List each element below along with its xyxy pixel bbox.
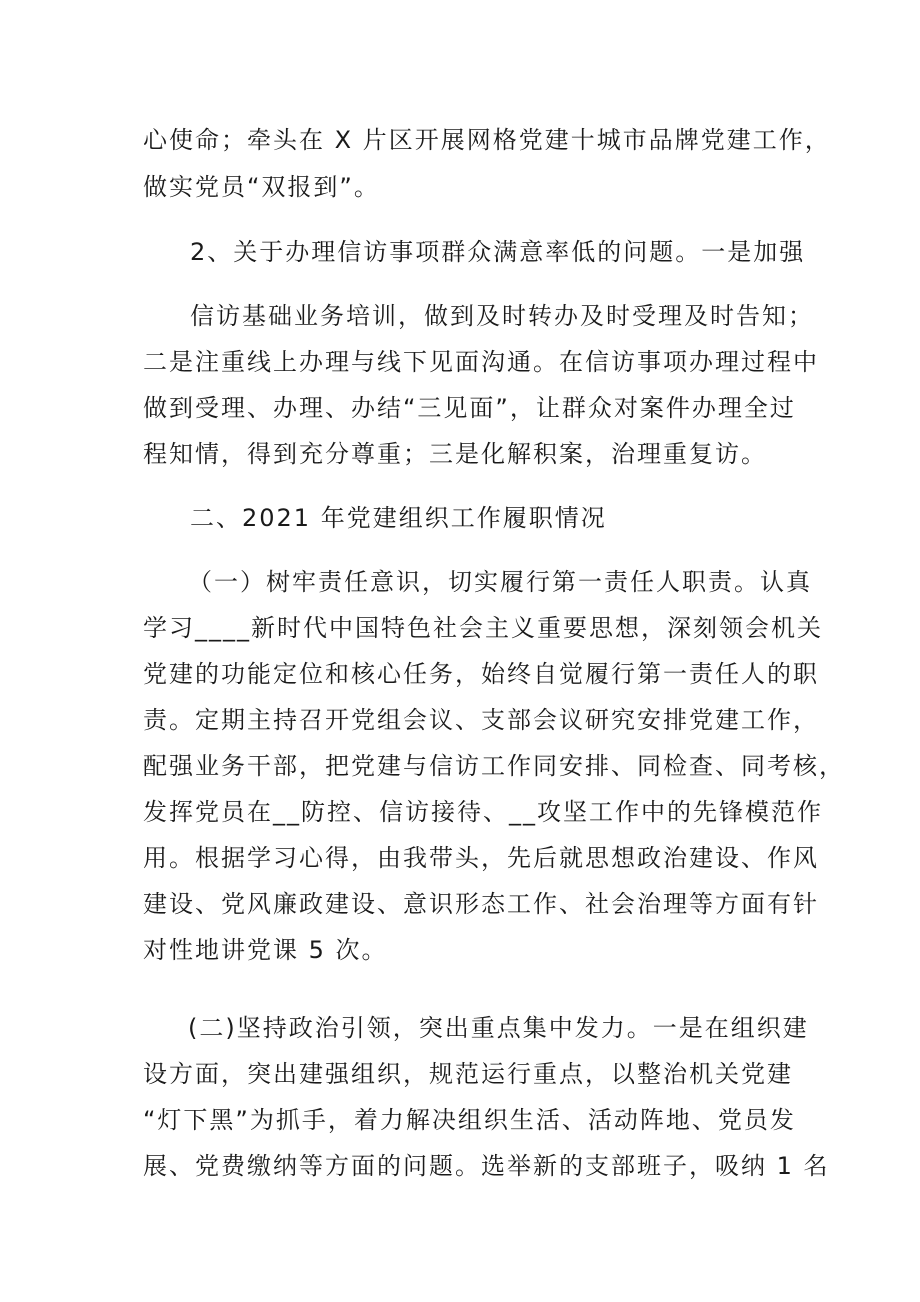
text-line: 党建的功能定位和核心任务，始终自觉履行第一责任人的职 [143, 660, 819, 688]
text-line: 发挥党员在__防控、信访接待、__攻坚工作中的先锋模范作 [143, 798, 823, 826]
text-line: “灯下黑”为抓手，着力解决组织生活、活动阵地、党员发 [143, 1106, 796, 1134]
text-line: 配强业务干部，把党建与信访工作同安排、同检查、同考核， [143, 752, 845, 780]
text-line: 做到受理、办理、办结“三见面”，让群众对案件办理全过 [143, 394, 796, 422]
text-line: 责。定期主持召开党组会议、支部会议研究安排党建工作， [143, 706, 819, 734]
text-line: 2、关于办理信访事项群众满意率低的问题。一是加强 [190, 238, 806, 266]
text-line: 设方面，突出建强组织，规范运行重点，以整治机关党建 [143, 1060, 793, 1088]
text-line: 二是注重线上办理与线下见面沟通。在信访事项办理过程中 [143, 348, 819, 376]
text-line: 程知情，得到充分尊重；三是化解积案，治理重复访。 [143, 440, 767, 468]
section-heading: 二、2021 年党建组织工作履职情况 [190, 504, 607, 532]
text-line: 对性地讲党课 5 次。 [143, 936, 388, 964]
text-line: (二)坚持政治引领，突出重点集中发力。一是在组织建 [188, 1014, 809, 1042]
text-line: 信访基础业务培训，做到及时转办及时受理及时告知； [190, 302, 814, 330]
text-line: 建设、党风廉政建设、意识形态工作、社会治理等方面有针 [143, 890, 819, 918]
text-line: （一）树牢责任意识，切实履行第一责任人职责。认真 [188, 568, 812, 596]
text-line: 展、党费缴纳等方面的问题。选举新的支部班子，吸纳 1 名 [143, 1152, 830, 1180]
text-line: 用。根据学习心得，由我带头，先后就思想政治建设、作风 [143, 844, 819, 872]
text-line: 学习____新时代中国特色社会主义重要思想，深刻领会机关 [143, 614, 823, 642]
text-line: 做实党员“双报到”。 [143, 173, 380, 201]
text-line: 心使命；牵头在 X 片区开展网格党建十城市品牌党建工作， [143, 126, 831, 154]
